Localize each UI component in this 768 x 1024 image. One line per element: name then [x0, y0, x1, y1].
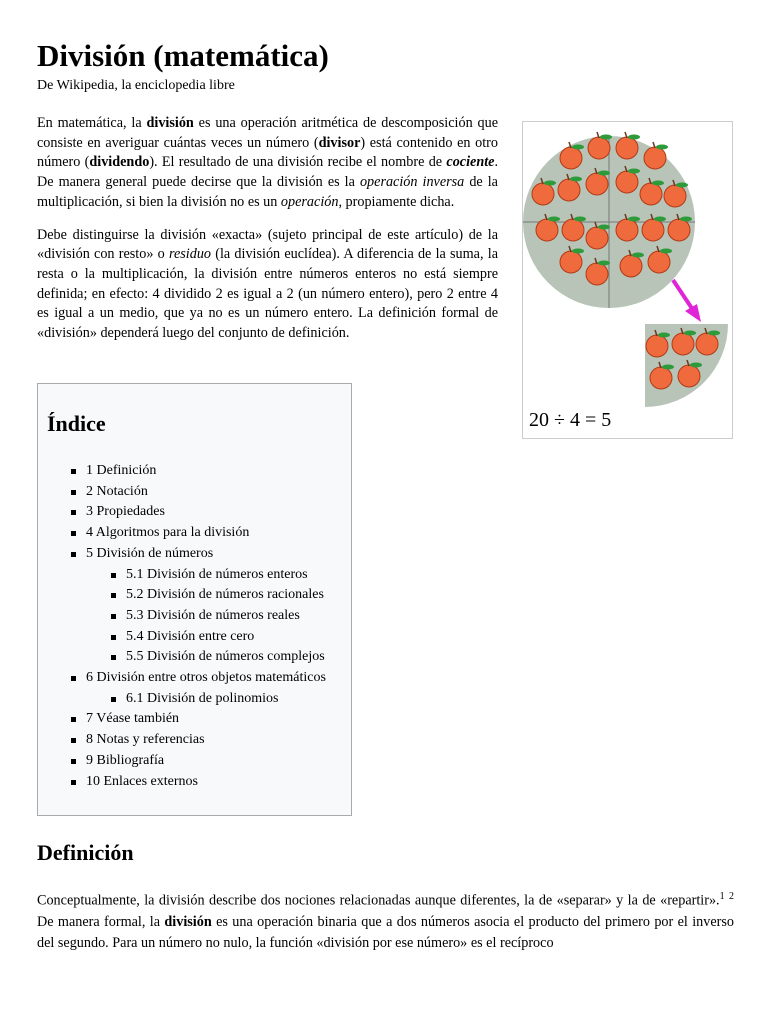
italic-term: operación inversa	[359, 174, 465, 191]
toc-subitem-label[interactable]: 5.5 División de números complejos	[126, 649, 325, 665]
text-run: ). El resultado de una división recibe el nombre de	[149, 154, 447, 171]
apples-division-illustration	[523, 122, 732, 407]
apple-icon	[586, 227, 608, 249]
leaf-icon	[632, 253, 644, 258]
apple-icon	[536, 219, 558, 241]
toc-subitem[interactable]	[111, 689, 326, 710]
leaf-icon	[600, 135, 612, 140]
text-run: , propiamente dicha.	[338, 193, 455, 210]
toc-item-label[interactable]: 5 División de números	[86, 545, 214, 561]
text-run: . De manera general puede decirse que la división es la	[37, 154, 498, 191]
apple-icon	[642, 219, 664, 241]
leaf-icon	[676, 183, 688, 188]
apple-icon	[616, 137, 638, 159]
text-run: De manera formal, la	[37, 913, 165, 930]
toc-item[interactable]	[71, 544, 326, 668]
toc-item[interactable]	[71, 751, 326, 772]
toc-sublist	[111, 565, 326, 669]
apple-icon	[616, 171, 638, 193]
apple-icon	[664, 185, 686, 207]
apple-icon	[640, 183, 662, 205]
toc-item-label[interactable]: 9 Bibliografía	[86, 752, 165, 768]
apple-icon	[558, 179, 580, 201]
apple-icon	[644, 147, 666, 169]
toc-item-label[interactable]: 7 Véase también	[86, 711, 180, 727]
intro-paragraph-2	[37, 226, 498, 344]
leaf-icon	[628, 169, 640, 174]
apple-icon	[668, 219, 690, 241]
apple-icon	[562, 219, 584, 241]
leaf-icon	[654, 217, 666, 222]
toc-subitem[interactable]	[111, 606, 326, 627]
toc-item[interactable]	[71, 502, 326, 523]
toc-item[interactable]	[71, 709, 326, 730]
text-run: es una operación binaria que a dos números asocia el producto del primero por el inverso del segundo. Para un número no nulo, la función «división por ese número» es el recíproco	[37, 913, 734, 951]
italic-term: residuo	[168, 246, 212, 263]
bold-term: división	[146, 115, 194, 131]
leaf-icon	[572, 145, 584, 150]
leaf-icon	[680, 217, 692, 222]
page-title: División (matemática)	[37, 38, 329, 73]
arrow-head	[685, 304, 701, 322]
leaf-icon	[658, 333, 670, 338]
toc-item-label[interactable]: 8 Notas y referencias	[86, 732, 205, 748]
toc-subitem-label[interactable]: 5.1 División de números enteros	[126, 566, 308, 582]
leaf-icon	[628, 217, 640, 222]
toc-item[interactable]	[71, 523, 326, 544]
toc-subitem-label[interactable]: 5.2 División de números racionales	[126, 587, 324, 603]
apple-icon	[648, 251, 670, 273]
leaf-icon	[662, 365, 674, 370]
apple-icon	[560, 147, 582, 169]
apple-icon	[620, 255, 642, 277]
leaf-icon	[598, 261, 610, 266]
link-operacion-inversa[interactable]	[360, 174, 464, 190]
text-run: ) está contenido en otro número (	[37, 134, 498, 171]
leaf-icon	[548, 217, 560, 222]
intro-paragraph-1	[37, 114, 498, 213]
text-run: Conceptualmente, la división describe dos nociones relacionadas aunque diferentes, la de «separar» y la de «repartir».	[37, 892, 720, 909]
toc-item[interactable]	[71, 668, 326, 709]
leaf-icon	[628, 135, 640, 140]
leaf-icon	[544, 181, 556, 186]
toc-item-label[interactable]: 2 Notación	[86, 483, 148, 499]
text-run: de la multiplicación, si bien la división no es un	[37, 174, 498, 210]
bold-term: dividendo	[89, 154, 150, 171]
arrow-shaft	[673, 280, 693, 310]
apple-icon	[586, 263, 608, 285]
text-run: (la división euclídea). A diferencia de la suma, la resta o la multiplicación, la división entre números enteros no está siempre definida; en efecto: 4 dividido 2 es igual a 2 (un número entero), pero 2 entre 4 es igual a un medio, que ya no es un número entero. La definición formal de «división» dependerá luego del conjunto de definición.	[37, 246, 498, 342]
apple-icon	[616, 219, 638, 241]
leaf-icon	[660, 249, 672, 254]
toc-subitem[interactable]	[111, 647, 326, 668]
bold-italic-term: cociente	[446, 154, 495, 171]
apple-icon	[696, 333, 718, 355]
text-run: En matemática, la	[37, 115, 147, 131]
italic-term: operación	[280, 193, 339, 210]
toc-subitem-label[interactable]: 5.3 División de números reales	[126, 607, 300, 623]
table-of-contents	[37, 383, 352, 816]
section-body	[37, 886, 734, 954]
figure-caption: 20 ÷ 4 = 5	[529, 409, 612, 431]
apple-icon	[672, 333, 694, 355]
leaf-icon	[572, 249, 584, 254]
toc-item-label[interactable]: 6 División entre otros objetos matemáticos	[86, 670, 326, 686]
apple-icon	[532, 183, 554, 205]
link-residuo[interactable]	[169, 246, 211, 262]
toc-sublist	[111, 689, 326, 710]
section-heading: Definición	[37, 840, 134, 865]
leaf-icon	[656, 145, 668, 150]
toc-subitem-label[interactable]: 5.4 División entre cero	[126, 628, 255, 644]
toc-item[interactable]	[71, 482, 326, 503]
toc-subitem-label[interactable]: 6.1 División de polinomios	[126, 690, 279, 706]
leaf-icon	[598, 225, 610, 230]
link-operacion[interactable]	[281, 194, 339, 210]
toc-item-label[interactable]: 4 Algoritmos para la división	[86, 525, 250, 541]
toc-subitem[interactable]	[111, 627, 326, 648]
toc-title: Índice	[47, 411, 106, 436]
leaf-icon	[570, 177, 582, 182]
apple-icon	[678, 365, 700, 387]
apple-icon	[560, 251, 582, 273]
apple-icon	[646, 335, 668, 357]
toc-item-label[interactable]: 10 Enlaces externos	[86, 773, 198, 789]
toc-item[interactable]	[71, 461, 326, 482]
toc-list	[71, 461, 326, 792]
apple-icon	[588, 137, 610, 159]
apple-icon	[650, 367, 672, 389]
leaf-icon	[652, 181, 664, 186]
toc-item-label[interactable]: 3 Propiedades	[86, 504, 165, 520]
ref-2[interactable]: 2	[729, 891, 734, 902]
toc-subitem[interactable]	[111, 585, 326, 606]
text-run: es una operación aritmética de descomposición que consiste en averiguar cuántas veces un número (	[37, 115, 498, 151]
link-cociente[interactable]	[446, 154, 494, 170]
leaf-icon	[574, 217, 586, 222]
leaf-icon	[708, 331, 720, 336]
toc-item[interactable]	[71, 730, 326, 751]
toc-subitem[interactable]	[111, 565, 326, 586]
text-run: Debe distinguirse la división «exacta» (sujeto principal de este artículo) de la «división con resto» o	[37, 226, 498, 263]
apple-icon	[586, 173, 608, 195]
leaf-icon	[690, 363, 702, 368]
division-figure[interactable]	[522, 121, 733, 439]
bold-term: divisor	[318, 134, 361, 151]
toc-item[interactable]	[71, 772, 326, 793]
leaf-icon	[684, 331, 696, 336]
bold-term: división	[164, 913, 212, 930]
toc-item-label[interactable]: 1 Definición	[86, 463, 157, 478]
ref-1[interactable]: 1	[719, 891, 725, 902]
intro-text	[37, 114, 498, 357]
page-subtitle: De Wikipedia, la enciclopedia libre	[37, 78, 235, 93]
link-division[interactable]	[146, 115, 193, 131]
leaf-icon	[598, 171, 610, 176]
